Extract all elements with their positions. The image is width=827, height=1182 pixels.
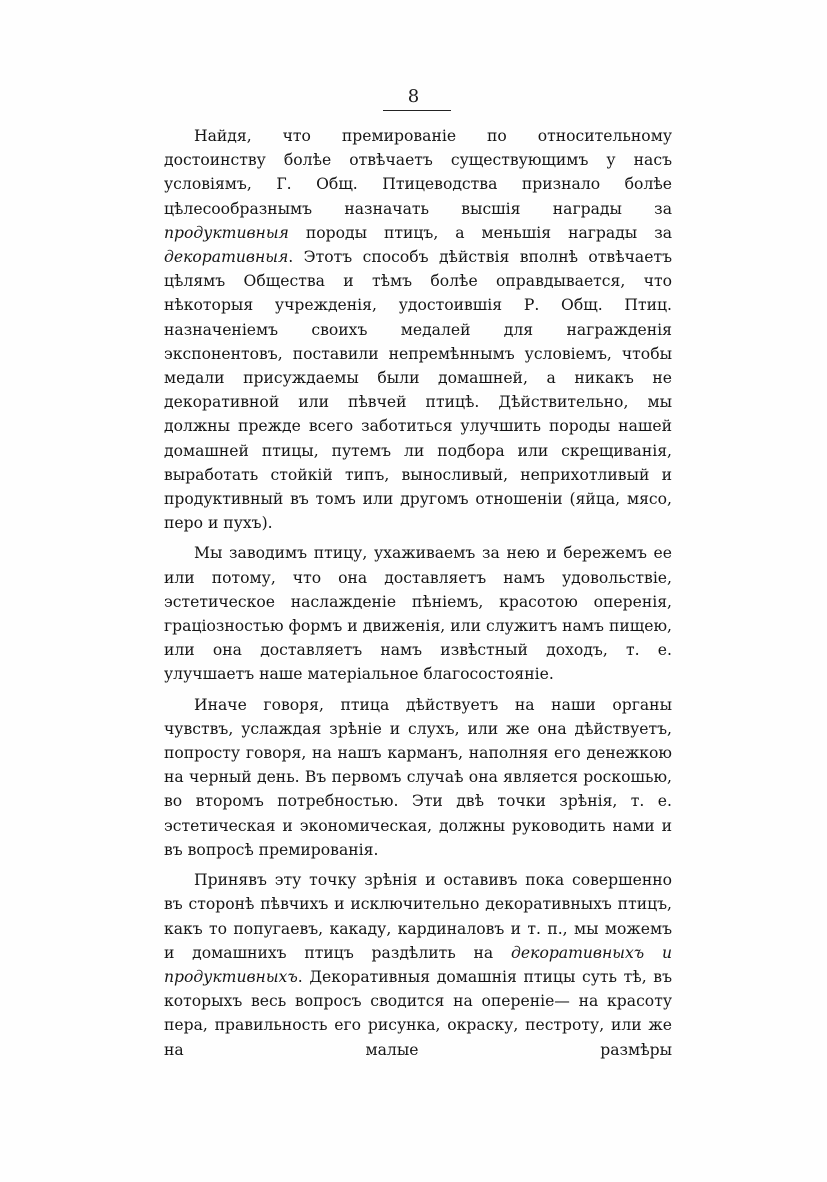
- paragraph: [164, 541, 672, 686]
- text-run: Иначе говоря, птица дѣйствуетъ на наши органы чувствъ, услаждая зрѣніе и слухъ, или же она дѣйствуетъ, попросту говоря, на нашъ карманъ, наполняя его денежкою на черный день. Въ первомъ случаѣ она является роскошью, во второмъ потребностью. Эти двѣ точки зрѣнія, т. е. эстетическая и экономическая, должны руководить нами и въ вопросѣ премированія.: [164, 695, 672, 859]
- text-run: . Декоративныя домашнія птицы суть тѣ, въ которыхъ весь вопросъ сводится на опереніе— на красоту пера, правильность его рисунка, окраску, пестроту, или же на малые размѣры: [164, 967, 672, 1059]
- text-run: Принявъ эту точку зрѣнія и оставивъ пока совершенно въ сторонѣ пѣвчихъ и исключительно декоративныхъ птицъ, какъ то попугаевъ, какаду, кардиналовъ и т. п., мы можемъ и домашнихъ птицъ раздѣлить на: [164, 871, 672, 962]
- page-number-rule: [383, 110, 451, 111]
- paragraph: [164, 124, 672, 535]
- text-run: Мы заводимъ птицу, ухаживаемъ за нею и бережемъ ее или потому, что она доставляетъ намъ удовольствіе, эстетическое наслажденіе пѣніемъ, красотою оперенія, граціозностью формъ и движенія, или служитъ намъ пищею, или она доставляетъ намъ извѣстный доходъ, т. е. улучшаетъ наше матеріальное благосостояніе.: [164, 544, 672, 684]
- paragraph: [164, 693, 672, 862]
- italic-run: продуктивныя: [164, 223, 289, 242]
- text-run: . Этотъ способъ дѣйствія вполнѣ отвѣчаетъ цѣлямъ Общества и тѣмъ болѣе оправдывается, что нѣкоторыя учрежденія, удостоившія Р. Общ. Птиц. назначеніемъ своихъ медалей для награжденія экспонентовъ, поставили непремѣннымъ условіемъ, чтобы медали присуждаемы были домашней, а никакъ не декоративной или пѣвчей птицѣ. Дѣйствительно, мы должны прежде всего заботиться улучшить породы нашей домашней птицы, путемъ ли подбора или скрещиванія, выработать стойкій типъ, выносливый, неприхотливый и продуктивный въ томъ или другомъ отношеніи (яйца, мясо, перо и пухъ).: [164, 248, 672, 533]
- italic-run: декоративныхъ и продуктивныхъ: [164, 943, 673, 986]
- italic-run: декоративныя: [164, 248, 289, 267]
- page-number: 8: [407, 86, 420, 107]
- paragraph: [164, 868, 672, 1062]
- text-run: породы птицъ, а меньшія награды за: [288, 223, 672, 242]
- body-text: [164, 124, 672, 1062]
- text-run: Найдя, что премированіе по относительному достоинству болѣе отвѣчаетъ существующимъ у насъ условіямъ, Г. Общ. Птицеводства признало болѣе цѣлесообразнымъ назначать высшія награды за: [164, 127, 672, 218]
